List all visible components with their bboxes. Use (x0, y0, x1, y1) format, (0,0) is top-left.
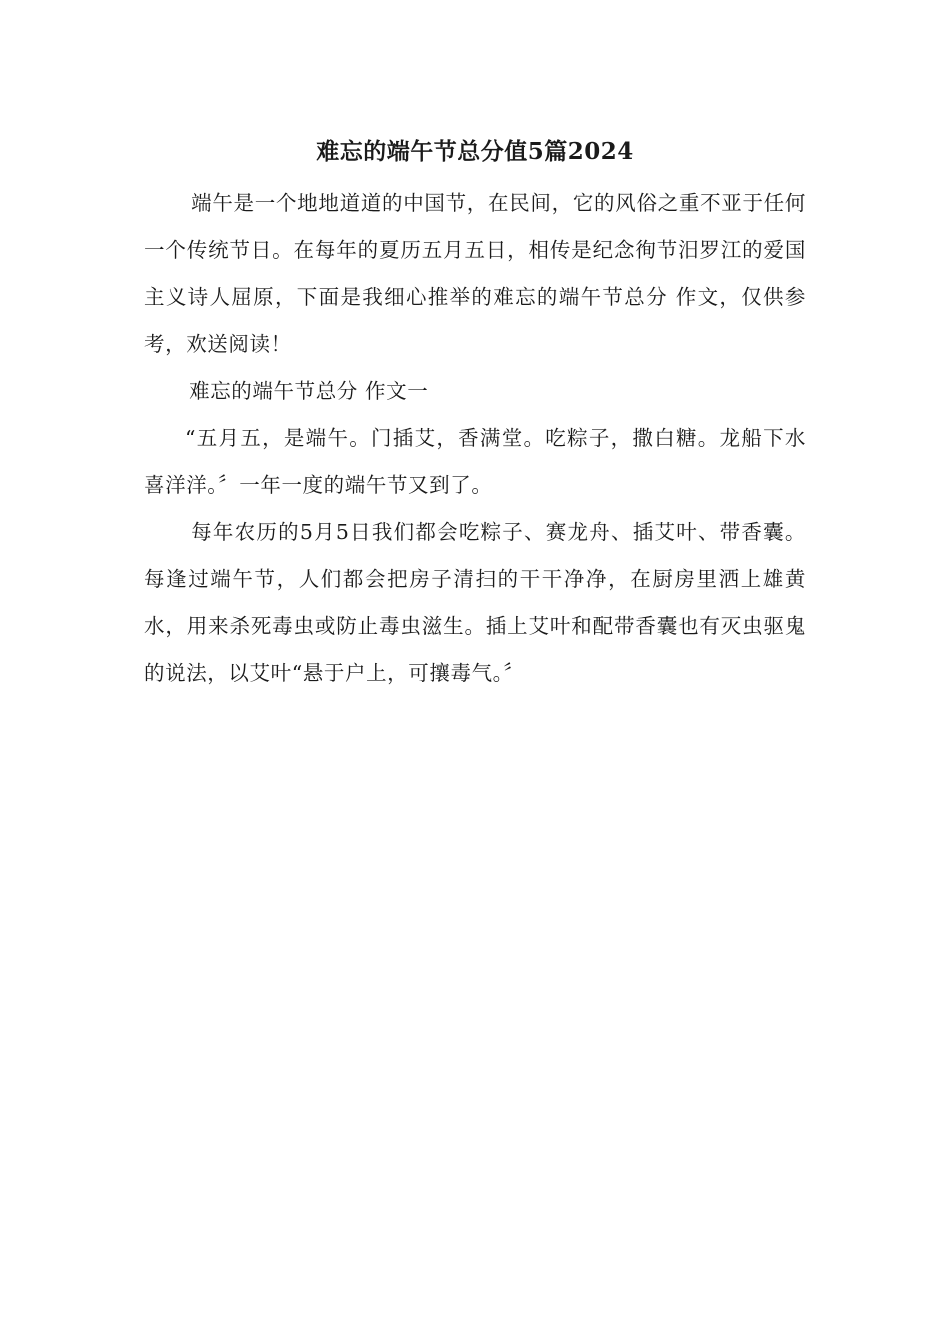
intro-paragraph: 端午是一个地地道道的中国节，在民间，它的风俗之重不亚于任何一个传统节日。在每年的夏历五月五日，相传是纪念徇节汨罗江的爱国主义诗人屈原，下面是我细心推举的难忘的端午节总分 作文，仅供参考，欢送阅读！ (144, 191, 806, 356)
quote-paragraph: “五月五，是端午。门插艾，香满堂。吃粽子，撒白糖。龙船下水喜洋洋。〞一年一度的端午节又到了。 (144, 426, 806, 497)
customs-paragraph: 每年农历的5月5日我们都会吃粽子、赛龙舟、插艾叶、带香囊。每逢过端午节，人们都会把房子清扫的干干净净，在厨房里洒上雄黄水，用来杀死毒虫或防止毒虫滋生。插上艾叶和配带香囊也有灭虫驱鬼的说法，以艾叶“悬于户上，可攘毒气。〞 (144, 520, 806, 685)
document-title: 难忘的端午节总分值5篇2024 (316, 138, 634, 165)
section-heading: 难忘的端午节总分 作文一 (189, 379, 429, 403)
document-body (144, 180, 806, 697)
